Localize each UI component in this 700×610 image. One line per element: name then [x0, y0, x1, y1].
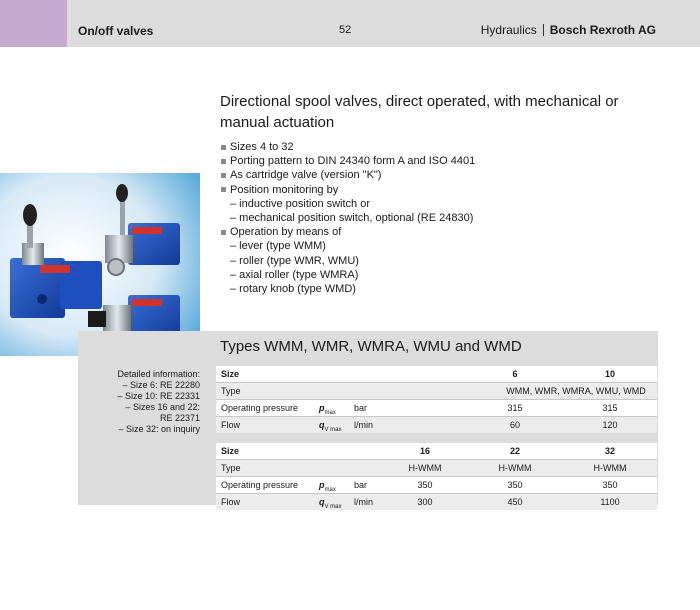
section-title: On/off valves — [78, 24, 154, 38]
flow-symbol-letter: q — [319, 497, 325, 507]
type-value: WMM, WMR, WMRA, WMU, WMD — [506, 386, 646, 396]
header-separator — [543, 24, 544, 36]
flow-symbol — [319, 420, 342, 433]
sub-bullet-item: – roller (type WMR, WMU) — [230, 254, 359, 267]
table-row-flow — [216, 494, 657, 510]
size-value: 16 — [419, 446, 430, 456]
flow-value: 1100 — [600, 497, 620, 507]
type-label: Type — [221, 463, 241, 473]
sub-bullet-item: – rotary knob (type WMD) — [230, 283, 356, 296]
detail-info-line: – Size 6: RE 22280 — [122, 380, 200, 390]
pressure-label: Operating pressure — [221, 403, 299, 413]
bullet-item: Sizes 4 to 32 — [220, 140, 660, 154]
sub-bullet-item: – mechanical position switch, optional (RE 24830) — [230, 212, 474, 225]
header-publisher — [481, 23, 656, 37]
header-accent-block — [0, 0, 67, 47]
spec-table-large-sizes — [216, 443, 657, 510]
size-value: 10 — [604, 369, 615, 379]
header-brand: Bosch Rexroth AG — [549, 23, 656, 37]
pressure-value: 315 — [507, 403, 523, 413]
product-photo — [0, 173, 200, 356]
flow-label: Flow — [221, 420, 241, 430]
flow-value: 450 — [507, 497, 523, 507]
pressure-value: 315 — [602, 403, 618, 413]
type-label: Type — [221, 386, 241, 396]
page-title: Directional spool valves, direct operated, with mechanical or manual actuation — [220, 93, 619, 131]
size-value: 22 — [509, 446, 520, 456]
size-value: 6 — [512, 369, 518, 379]
pressure-value: 350 — [507, 480, 523, 490]
flow-value: 300 — [417, 497, 433, 507]
pressure-unit: bar — [354, 403, 368, 413]
pressure-symbol-sub: max — [324, 486, 336, 493]
page-number: 52 — [339, 24, 352, 36]
detail-info-line: Detailed information: — [117, 369, 200, 379]
flow-symbol-sub: V max — [324, 503, 342, 510]
flow-unit: l/min — [354, 497, 374, 507]
flow-symbol-sub: V max — [324, 426, 342, 433]
bullet-item: Position monitoring by — [220, 183, 660, 197]
pressure-symbol-letter: p — [319, 403, 325, 413]
pressure-value: 350 — [602, 480, 618, 490]
sub-bullet-item: – inductive position switch or — [230, 197, 371, 210]
type-value: H-WMM — [593, 463, 627, 473]
table-row-size — [216, 443, 657, 459]
valve-illustration — [0, 173, 200, 356]
flow-symbol-letter: q — [319, 420, 325, 430]
type-value: H-WMM — [498, 463, 532, 473]
detail-info-line: – Size 32: on inquiry — [118, 424, 200, 434]
bullet-item: Porting pattern to DIN 24340 form A and ISO 4401 — [220, 154, 660, 168]
size-label: Size — [221, 369, 240, 379]
header-hydraulics: Hydraulics — [480, 23, 537, 37]
pressure-symbol-letter: p — [319, 480, 325, 490]
sub-bullet-item: – lever (type WMM) — [230, 240, 326, 253]
flow-value: 60 — [509, 420, 520, 430]
feature-list — [220, 140, 660, 296]
flow-unit: l/min — [354, 420, 374, 430]
flow-value: 120 — [602, 420, 618, 430]
pressure-symbol-sub: max — [324, 409, 336, 416]
bullet-item: As cartridge valve (version "K") — [220, 168, 660, 182]
types-title: Types WMM, WMR, WMRA, WMU and WMD — [220, 338, 522, 355]
table-row-pressure — [216, 477, 657, 493]
pressure-symbol — [319, 403, 336, 416]
sub-bullet-item: – axial roller (type WMRA) — [230, 268, 359, 281]
flow-symbol — [319, 497, 342, 510]
detail-info-line: RE 22371 — [159, 413, 200, 423]
spec-table-small-sizes — [216, 366, 657, 433]
table-row-flow — [216, 417, 657, 433]
type-value: H-WMM — [408, 463, 442, 473]
size-value: 32 — [604, 446, 615, 456]
pressure-label: Operating pressure — [221, 480, 299, 490]
bullet-item: Operation by means of — [220, 225, 660, 239]
flow-label: Flow — [221, 497, 241, 507]
table-row-size — [216, 366, 657, 382]
pressure-unit: bar — [354, 480, 368, 490]
detail-info-line: – Sizes 16 and 22: — [125, 402, 200, 412]
detail-info-line: – Size 10: RE 22331 — [117, 391, 200, 401]
table-row-type — [216, 460, 657, 476]
table-row-type — [216, 383, 657, 399]
size-label: Size — [221, 446, 240, 456]
table-row-pressure — [216, 400, 657, 416]
pressure-symbol — [319, 480, 336, 493]
detail-info — [80, 369, 200, 435]
pressure-value: 350 — [417, 480, 433, 490]
